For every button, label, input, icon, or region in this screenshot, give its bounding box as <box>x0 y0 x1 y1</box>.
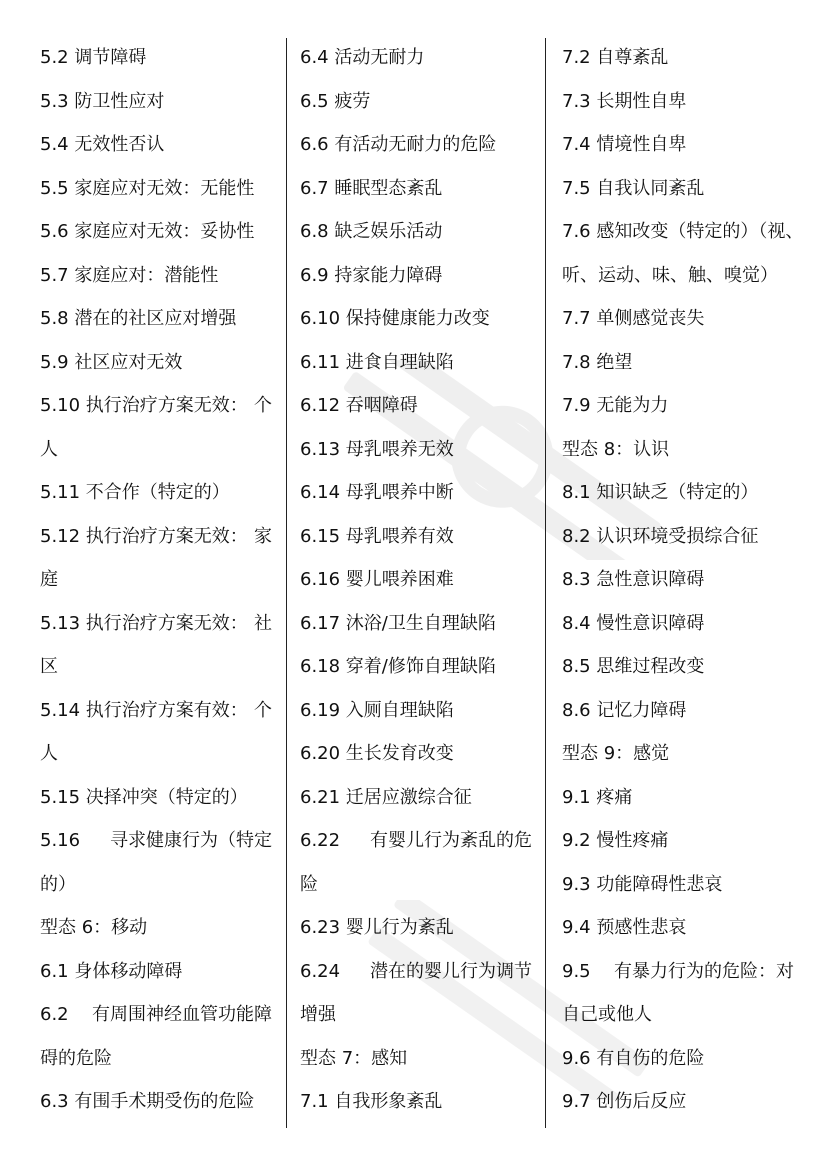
list-line: 自己或他人 <box>562 1004 652 1025</box>
list-line: 6.12 吞咽障碍 <box>300 395 418 416</box>
column-divider-1 <box>286 38 287 1128</box>
list-line <box>562 950 794 994</box>
list-line: 7.8 绝望 <box>562 351 633 373</box>
list-line <box>40 384 272 428</box>
list-line: 9.4 预感性悲哀 <box>562 917 687 938</box>
list-line: 9.6 有自伤的危险 <box>562 1047 705 1069</box>
list-line: 5.6 家庭应对无效：妥协性 <box>40 221 255 242</box>
list-line: 7.7 单侧感觉丧失 <box>562 308 705 329</box>
list-line <box>40 819 272 863</box>
list-line: 型态 8：认识 <box>562 438 670 460</box>
list-line: 7.6 感知改变（特定的）（视、 <box>562 221 804 242</box>
list-line <box>40 515 272 559</box>
list-line-segment: 6.22 <box>300 830 341 851</box>
list-line: 6.8 缺乏娱乐活动 <box>300 221 443 242</box>
list-line: 的） <box>40 873 76 895</box>
list-line: 7.9 无能为力 <box>562 395 669 416</box>
list-line-segment: 寻求健康行为（特定 <box>110 830 272 851</box>
list-line: 庭 <box>40 569 58 590</box>
list-line <box>300 819 532 863</box>
list-line: 5.3 防卫性应对 <box>40 90 165 112</box>
list-line: 碍的危险 <box>40 1047 112 1069</box>
list-line: 6.18 穿着/修饰自理缺陷 <box>300 656 496 677</box>
list-line <box>40 993 272 1037</box>
list-line: 6.3 有围手术期受伤的危险 <box>40 1091 255 1112</box>
list-line: 6.17 沐浴/卫生自理缺陷 <box>300 612 496 634</box>
list-line-segment: 潜在的婴儿行为调节 <box>370 960 532 982</box>
list-line: 5.7 家庭应对：潜能性 <box>40 264 219 286</box>
list-line: 险 <box>300 873 318 895</box>
list-line: 7.2 自尊紊乱 <box>562 47 669 68</box>
list-line: 8.1 知识缺乏（特定的） <box>562 482 759 503</box>
column-divider-2 <box>545 38 546 1128</box>
list-line: 5.2 调节障碍 <box>40 47 147 68</box>
list-line: 9.3 功能障碍性悲哀 <box>562 873 723 895</box>
list-line: 5.11 不合作（特定的） <box>40 482 230 503</box>
list-line: 6.23 婴儿行为紊乱 <box>300 917 454 938</box>
list-line: 6.4 活动无耐力 <box>300 47 425 68</box>
list-line-segment: 个 <box>254 699 272 721</box>
list-line: 6.14 母乳喂养中断 <box>300 482 454 503</box>
list-line: 8.3 急性意识障碍 <box>562 569 705 590</box>
list-line-segment: 5.10 执行治疗方案无效： <box>40 395 248 416</box>
list-line: 5.15 决择冲突（特定的） <box>40 786 248 808</box>
list-line: 人 <box>40 743 58 764</box>
list-line-segment: 家 <box>254 525 272 547</box>
list-line: 人 <box>40 438 58 460</box>
list-line-segment: 5.13 执行治疗方案无效： <box>40 612 248 634</box>
list-line-segment: 6.2 <box>40 1004 69 1025</box>
list-line: 8.5 思维过程改变 <box>562 656 705 677</box>
list-line-segment: 6.24 <box>300 960 341 982</box>
list-line: 型态 7：感知 <box>300 1047 408 1069</box>
list-line: 增强 <box>300 1004 336 1025</box>
list-line: 9.2 慢性疼痛 <box>562 830 669 851</box>
list-line: 5.8 潜在的社区应对增强 <box>40 308 237 329</box>
list-line: 型态 6：移动 <box>40 917 148 938</box>
list-line: 6.11 进食自理缺陷 <box>300 351 454 373</box>
list-line: 8.6 记忆力障碍 <box>562 699 687 721</box>
list-line: 8.4 慢性意识障碍 <box>562 612 705 634</box>
list-line-segment: 个 <box>254 395 272 416</box>
list-line: 5.9 社区应对无效 <box>40 351 183 373</box>
list-line <box>40 602 272 646</box>
list-line: 6.19 入厕自理缺陷 <box>300 699 454 721</box>
list-line-segment: 有周围神经血管功能障 <box>92 1004 272 1025</box>
column-1 <box>40 36 272 1124</box>
column-3 <box>562 36 804 1124</box>
list-line: 8.2 认识环境受损综合征 <box>562 525 759 547</box>
list-line: 9.1 疼痛 <box>562 786 633 808</box>
list-line: 6.13 母乳喂养无效 <box>300 438 454 460</box>
list-line-segment: 5.12 执行治疗方案无效： <box>40 525 248 547</box>
list-line: 6.21 迁居应激综合征 <box>300 786 472 808</box>
list-line: 6.9 持家能力障碍 <box>300 264 443 286</box>
list-line: 6.5 疲劳 <box>300 90 371 112</box>
list-line: 6.20 生长发育改变 <box>300 743 454 764</box>
list-line: 6.16 婴儿喂养困难 <box>300 569 454 590</box>
list-line <box>40 689 272 733</box>
list-line: 7.4 情境性自卑 <box>562 134 687 155</box>
list-line: 听、运动、味、触、嗅觉） <box>562 264 778 286</box>
list-line: 6.6 有活动无耐力的危险 <box>300 134 497 155</box>
list-line: 6.1 身体移动障碍 <box>40 960 183 982</box>
list-line: 6.10 保持健康能力改变 <box>300 308 490 329</box>
list-line: 7.3 长期性自卑 <box>562 90 687 112</box>
list-line: 区 <box>40 656 58 677</box>
list-line: 7.5 自我认同紊乱 <box>562 177 705 199</box>
list-line: 9.7 创伤后反应 <box>562 1091 687 1112</box>
list-line: 6.15 母乳喂养有效 <box>300 525 454 547</box>
list-line-segment: 9.5 <box>562 960 591 982</box>
column-2 <box>300 36 532 1124</box>
list-line-segment: 社 <box>254 612 272 634</box>
list-line-segment: 5.16 <box>40 830 81 851</box>
list-line-segment: 5.14 执行治疗方案有效： <box>40 699 248 721</box>
list-line: 5.5 家庭应对无效：无能性 <box>40 177 255 199</box>
list-line-segment: 有暴力行为的危险：对 <box>614 960 794 982</box>
list-line: 型态 9：感觉 <box>562 743 670 764</box>
list-line <box>300 950 532 994</box>
list-line: 6.7 睡眠型态紊乱 <box>300 177 443 199</box>
list-line: 7.1 自我形象紊乱 <box>300 1091 443 1112</box>
list-line: 5.4 无效性否认 <box>40 134 165 155</box>
list-line-segment: 有婴儿行为紊乱的危 <box>370 830 532 851</box>
